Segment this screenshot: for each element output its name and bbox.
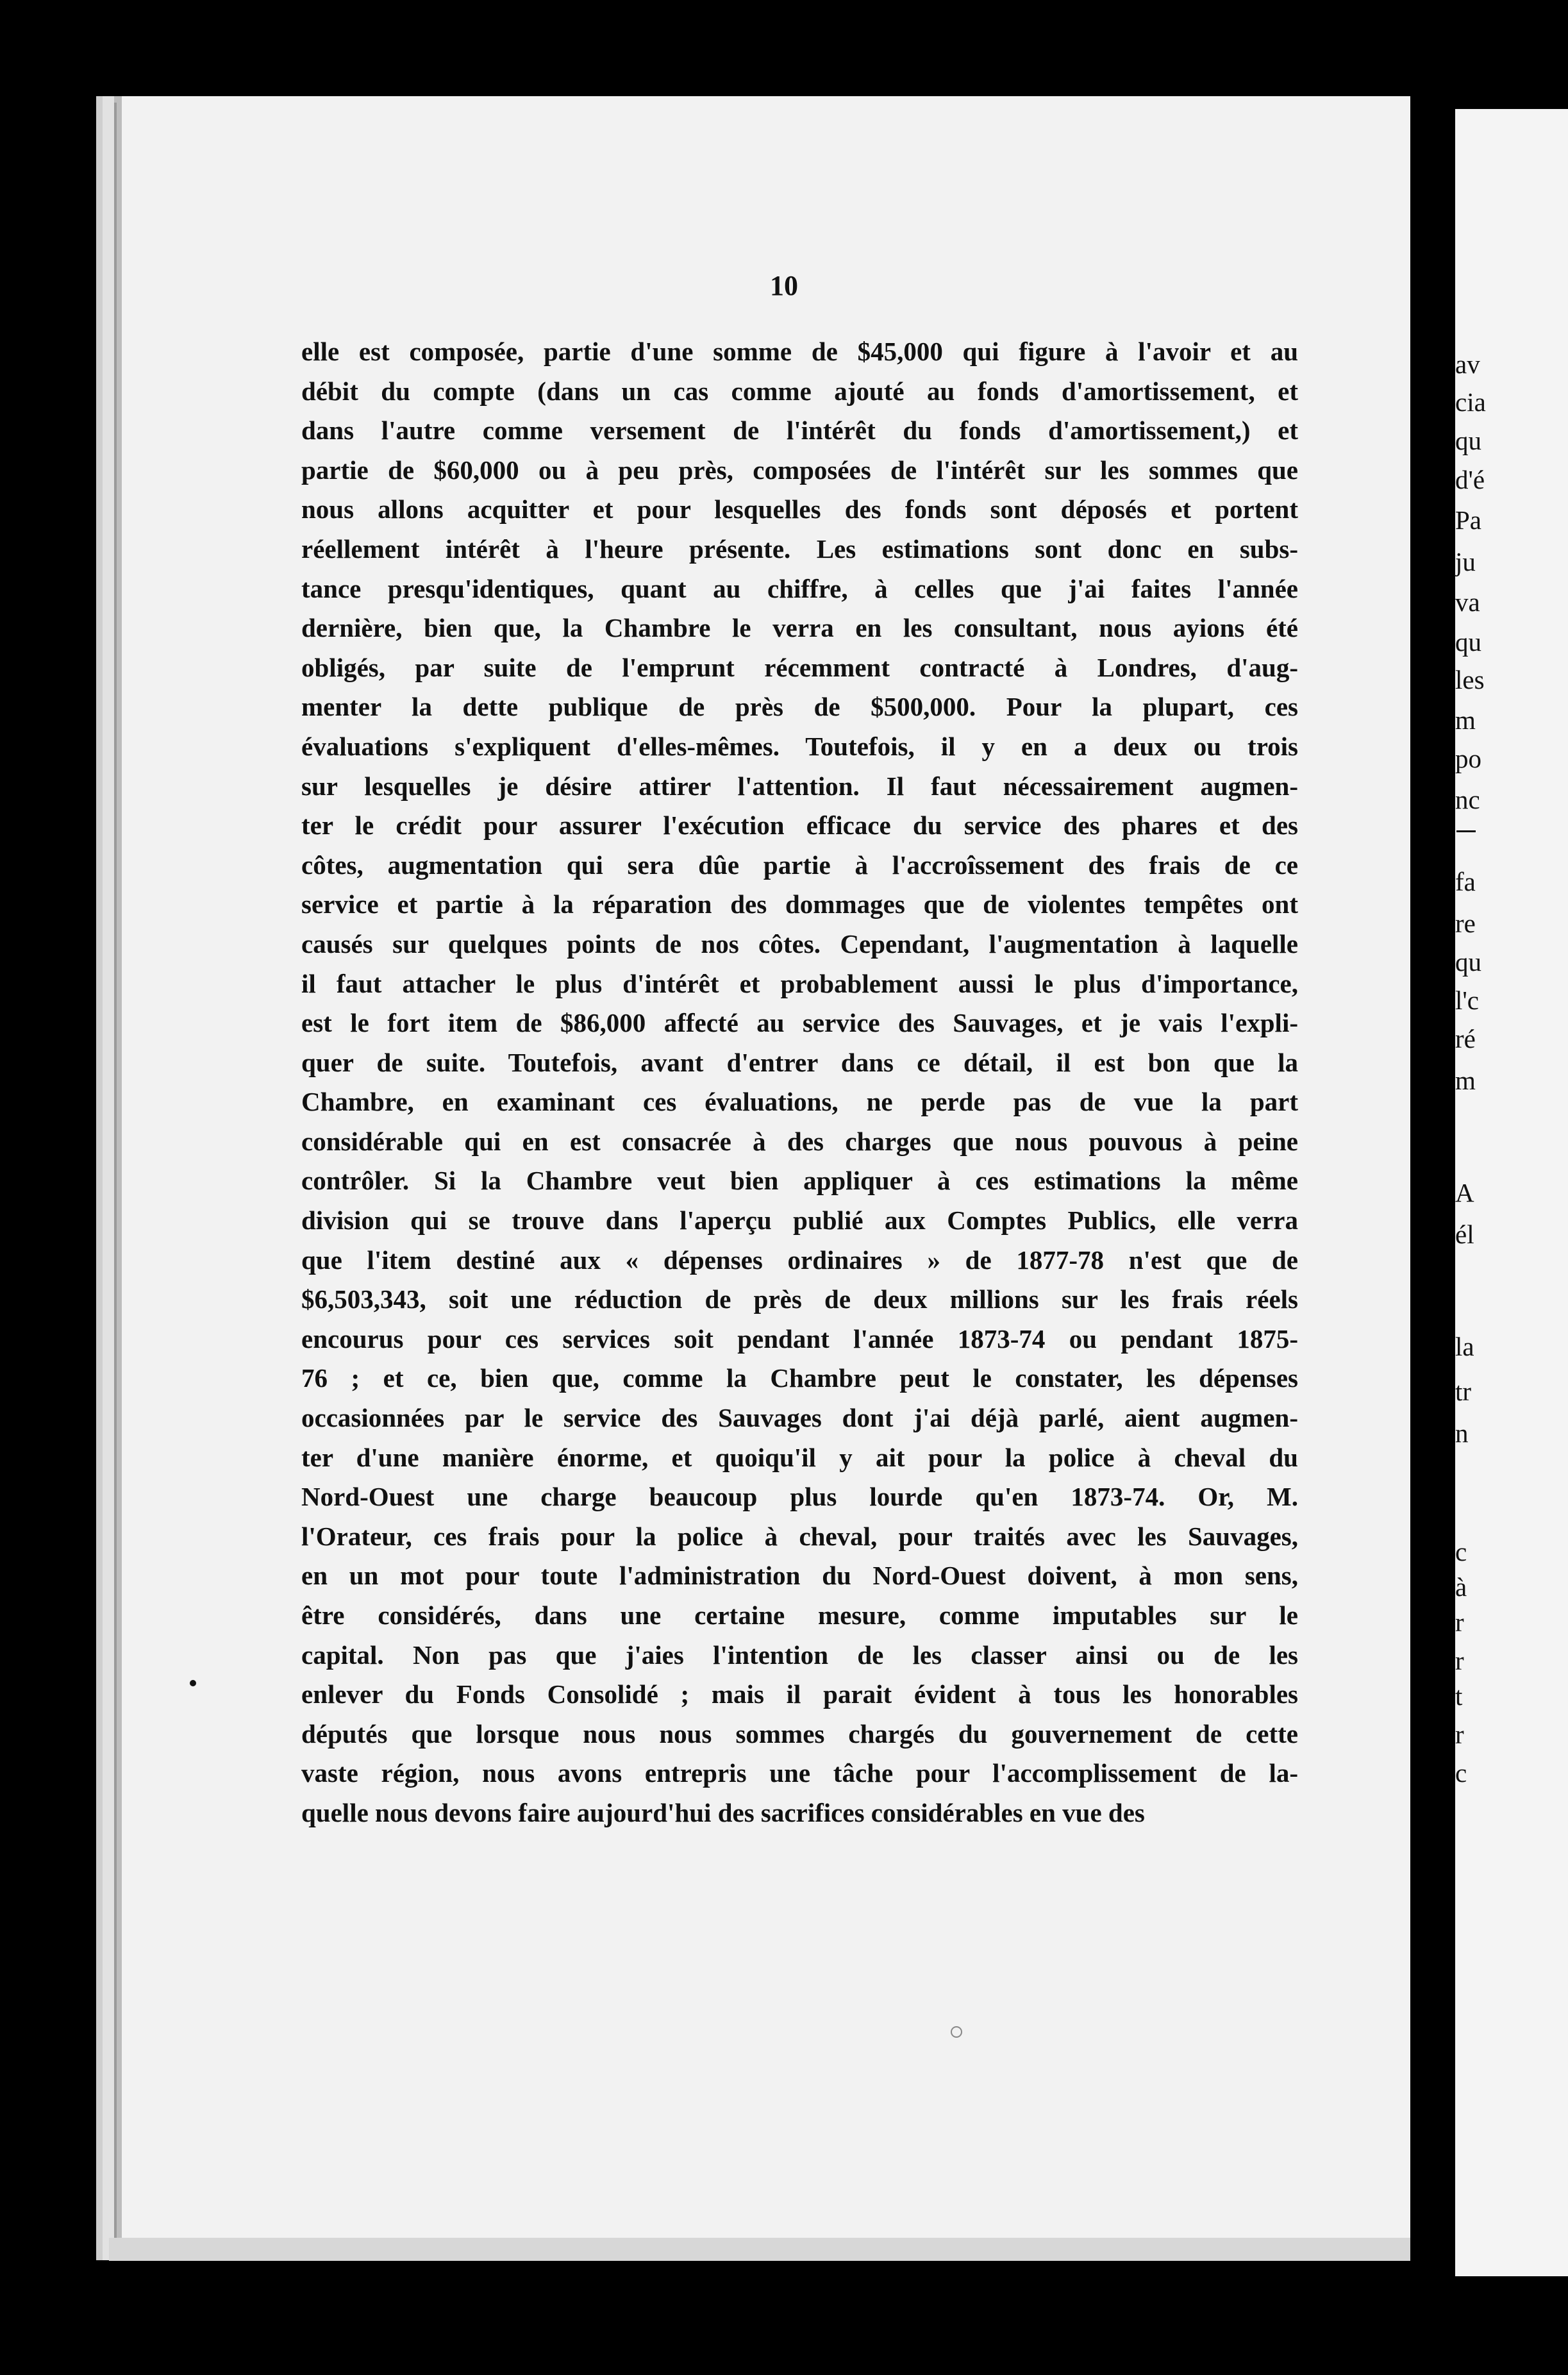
text-line: tance presqu'identiques, quant au chiffre, à celles que j'ai faites l'année	[301, 573, 1298, 603]
text-line: causés sur quelques points de nos côtes. Cependant, l'augmentation à laquelle	[301, 928, 1298, 959]
page-bottom-shadow	[109, 2238, 1410, 2261]
text-line: quer de suite. Toutefois, avant d'entrer dans ce détail, il est bon que la	[301, 1047, 1298, 1077]
adjacent-page-fragment: A	[1455, 1178, 1474, 1207]
adjacent-page-fragment: r	[1455, 1720, 1464, 1749]
text-line: sur lesquelles je désire attirer l'attention. Il faut nécessairement augmen-	[301, 771, 1298, 801]
text-line: enlever du Fonds Consolidé ; mais il parait évident à tous les honorables	[301, 1679, 1298, 1709]
ink-speck	[951, 2026, 962, 2038]
text-line: vaste région, nous avons entrepris une tâche pour l'accomplissement de la-	[301, 1758, 1298, 1788]
adjacent-page-fragment: c	[1455, 1758, 1467, 1788]
adjacent-page-fragment: c	[1455, 1537, 1467, 1566]
text-line: dernière, bien que, la Chambre le verra en les consultant, nous ayions été	[301, 613, 1298, 643]
adjacent-page-fragment: r	[1455, 1646, 1464, 1675]
adjacent-page-fragment: qu	[1455, 947, 1481, 977]
text-line: Nord-Ouest une charge beaucoup plus lourde qu'en 1873-74. Or, M.	[301, 1482, 1298, 1512]
text-line: est le fort item de $86,000 affecté au service des Sauvages, et je vais l'expli-	[301, 1008, 1298, 1038]
body-paragraph	[301, 332, 1298, 1833]
adjacent-page-fragment: à	[1455, 1572, 1467, 1602]
text-line: elle est composée, partie d'une somme de $45,000 qui figure à l'avoir et au	[301, 337, 1298, 366]
adjacent-page-fragment: ju	[1455, 547, 1476, 576]
adjacent-page-fragment: l'c	[1455, 986, 1479, 1015]
text-line: que l'item destiné aux « dépenses ordinaires » de 1877-78 n'est que de	[301, 1245, 1298, 1275]
adjacent-page-fragment: re	[1455, 909, 1476, 938]
adjacent-page-fragment: nc	[1455, 785, 1480, 814]
adjacent-page-fragment: fa	[1455, 867, 1476, 896]
adjacent-page-fragment: Pa	[1455, 505, 1481, 535]
text-line: division qui se trouve dans l'aperçu publié aux Comptes Publics, elle verra	[301, 1205, 1298, 1236]
text-line: quelle nous devons faire aujourd'hui des sacrifices considérables en vue des	[301, 1797, 1145, 1827]
text-line: dans l'autre comme versement de l'intérêt du fonds d'amortissement,) et	[301, 415, 1298, 446]
text-line: être considérés, dans une certaine mesure, comme imputables sur le	[301, 1600, 1298, 1630]
text-line: capital. Non pas que j'aies l'intention de les classer ainsi ou de les	[301, 1640, 1298, 1670]
adjacent-page-fragment: cia	[1455, 387, 1486, 417]
adjacent-page	[1455, 109, 1568, 2276]
adjacent-page-fragment: va	[1455, 587, 1480, 617]
adjacent-page-fragment: qu	[1455, 627, 1481, 657]
adjacent-page-fragment: ré	[1455, 1024, 1476, 1053]
text-line: ter d'une manière énorme, et quoiqu'il y ait pour la police à cheval du	[301, 1442, 1298, 1472]
page-number: 10	[770, 270, 798, 301]
adjacent-page-fragment: av	[1455, 349, 1480, 379]
adjacent-page-fragment: po	[1455, 744, 1481, 773]
text-line: partie de $60,000 ou à peu près, composées de l'intérêt sur les sommes que	[301, 455, 1298, 485]
adjacent-page-fragment: r	[1455, 1607, 1464, 1637]
text-line: obligés, par suite de l'emprunt récemment contracté à Londres, d'aug-	[301, 652, 1298, 682]
text-line: $6,503,343, soit une réduction de près de deux millions sur les frais réels	[301, 1284, 1298, 1314]
text-line: il faut attacher le plus d'intérêt et probablement aussi le plus d'importance,	[301, 968, 1298, 998]
text-line: réellement intérêt à l'heure présente. Les estimations sont donc en subs-	[301, 533, 1298, 564]
text-line: en un mot pour toute l'administration du Nord-Ouest doivent, à mon sens,	[301, 1561, 1298, 1591]
adjacent-page-fragment: m	[1455, 705, 1476, 735]
adjacent-page-fragment: m	[1455, 1066, 1476, 1095]
adjacent-page-fragment: les	[1455, 665, 1485, 694]
text-line: côtes, augmentation qui sera dûe partie à l'accroîssement des frais de ce	[301, 850, 1298, 880]
text-line: occasionnées par le service des Sauvages dont j'ai déjà parlé, aient augmen-	[301, 1403, 1298, 1433]
text-line: service et partie à la réparation des dommages que de violentes tempêtes ont	[301, 889, 1298, 919]
text-line: Chambre, en examinant ces évaluations, ne perde pas de vue la part	[301, 1087, 1298, 1117]
page-binding-edge	[114, 103, 117, 2244]
text-line: l'Orateur, ces frais pour la police à cheval, pour traités avec les Sauvages,	[301, 1521, 1298, 1551]
adjacent-page-fragment: n	[1455, 1418, 1469, 1448]
adjacent-page-fragment: tr	[1455, 1377, 1472, 1406]
text-line: considérable qui en est consacrée à des charges que nous pouvous à peine	[301, 1126, 1298, 1156]
adjacent-page-fragment: d'é	[1455, 465, 1485, 494]
adjacent-page-fragment: la	[1455, 1332, 1474, 1361]
text-line: députés que lorsque nous nous sommes chargés du gouvernement de cette	[301, 1718, 1298, 1749]
text-line: contrôler. Si la Chambre veut bien appliquer à ces estimations la même	[301, 1166, 1298, 1196]
text-line: 76 ; et ce, bien que, comme la Chambre peut le constater, les dépenses	[301, 1363, 1298, 1393]
text-line: encourus pour ces services soit pendant l'année 1873-74 ou pendant 1875-	[301, 1323, 1298, 1354]
adjacent-page-fragment: qu	[1455, 426, 1481, 455]
adjacent-page-rule	[1456, 830, 1476, 832]
text-line: nous allons acquitter et pour lesquelles des fonds sont déposés et portent	[301, 494, 1298, 525]
ink-speck	[190, 1680, 196, 1686]
adjacent-page-fragment: él	[1455, 1220, 1474, 1249]
text-line: menter la dette publique de près de $500,000. Pour la plupart, ces	[301, 692, 1298, 722]
text-line: débit du compte (dans un cas comme ajouté au fonds d'amortissement, et	[301, 376, 1298, 406]
adjacent-page-fragment: t	[1455, 1681, 1463, 1711]
text-line: évaluations s'expliquent d'elles-mêmes. Toutefois, il y en a deux ou trois	[301, 731, 1298, 761]
text-line: ter le crédit pour assurer l'exécution efficace du service des phares et des	[301, 810, 1298, 841]
